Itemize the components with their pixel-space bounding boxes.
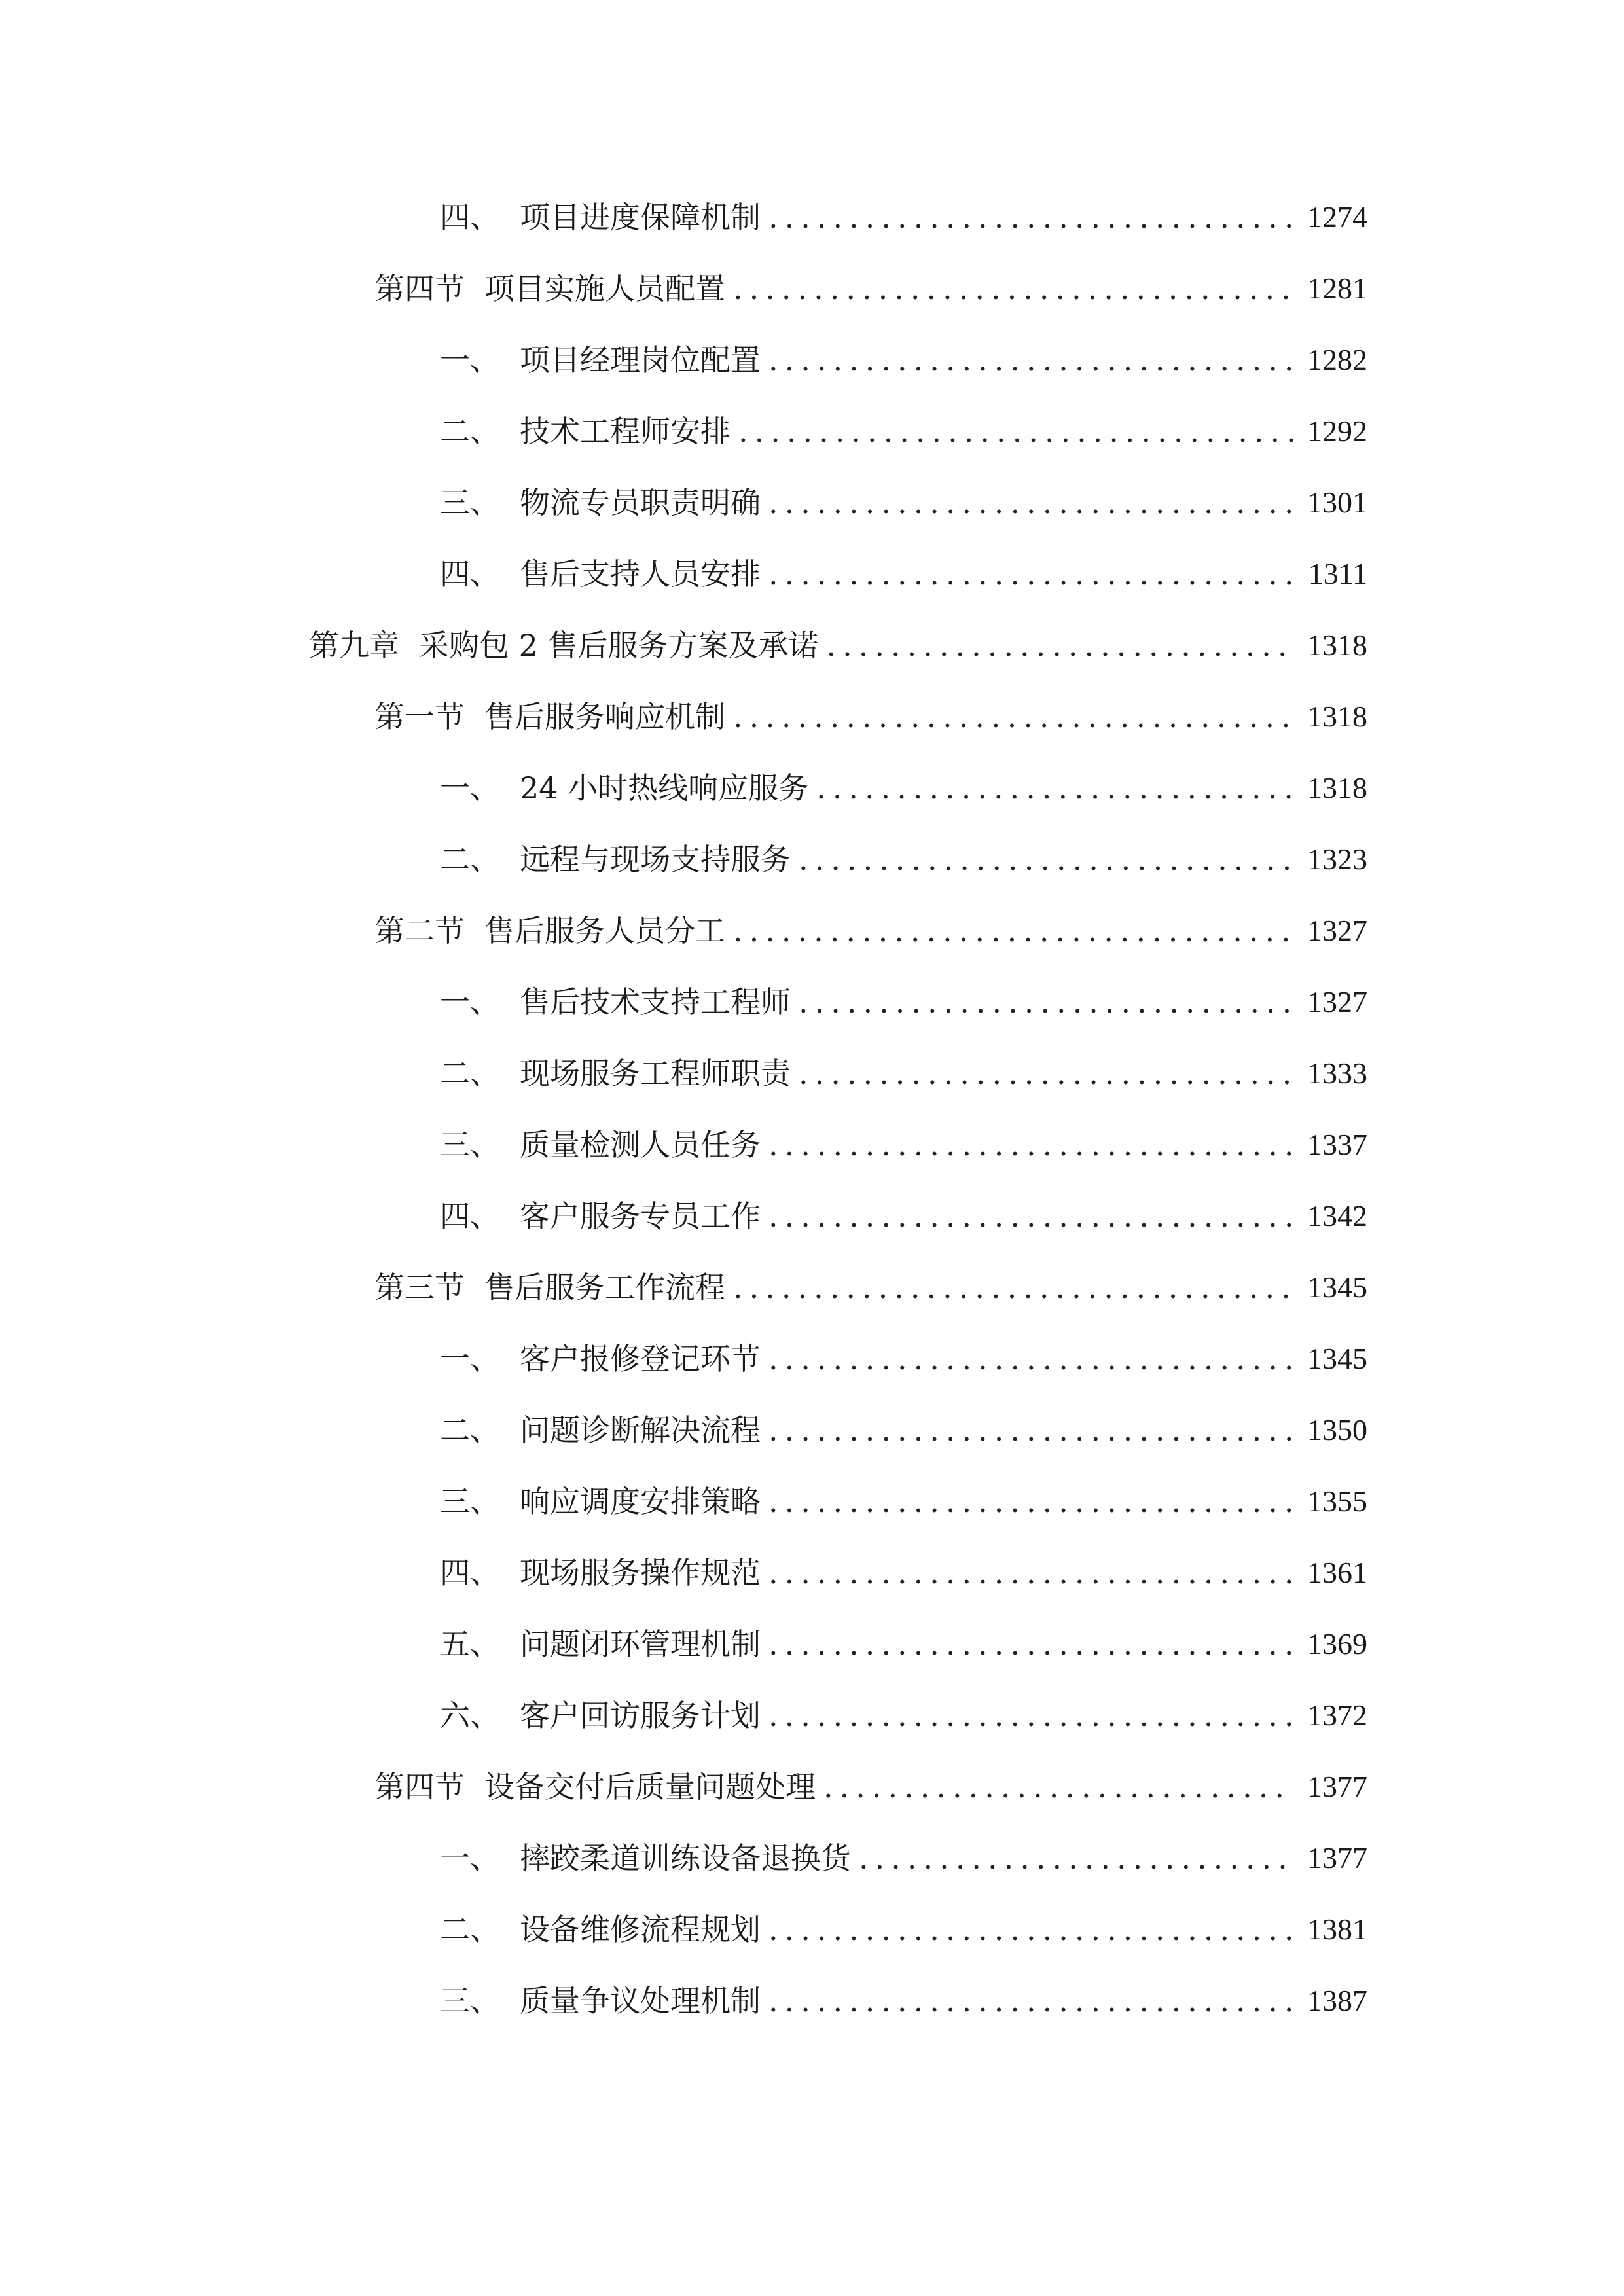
toc-entry[interactable] — [440, 836, 1367, 882]
toc-entry-title: 物流专员职责明确 — [520, 485, 761, 520]
toc-leader-dots — [738, 408, 1293, 454]
toc-leader-dots — [768, 1479, 1293, 1524]
toc-entry-number: 四、 — [440, 1555, 500, 1590]
toc-entry-title: 质量检测人员任务 — [520, 1127, 761, 1162]
toc-leader-dots — [816, 765, 1293, 811]
toc-entry-title: 质量争议处理机制 — [520, 1983, 761, 2018]
toc-entry-title: 客户报修登记环节 — [520, 1341, 761, 1376]
toc-entry-page: 1350 — [1307, 1413, 1367, 1446]
toc-entry-title: 技术工程师安排 — [520, 414, 731, 449]
toc-entry-title: 设备交付后质量问题处理 — [484, 1769, 816, 1804]
toc-leader-dots — [768, 551, 1294, 597]
toc-leader-dots — [768, 194, 1293, 240]
toc-entry[interactable] — [440, 1693, 1367, 1738]
toc-entry[interactable] — [374, 1265, 1367, 1310]
toc-entry-page: 1292 — [1307, 414, 1367, 448]
toc-entry[interactable] — [440, 194, 1367, 240]
toc-entry[interactable] — [440, 337, 1367, 383]
toc-entry-number: 三、 — [440, 1127, 500, 1162]
toc-leader-dots — [768, 1336, 1293, 1382]
toc-entry[interactable] — [374, 694, 1367, 740]
toc-entry-number: 一、 — [440, 1840, 500, 1876]
toc-entry-page: 1345 — [1307, 1270, 1367, 1304]
toc-entry[interactable] — [440, 1978, 1367, 2024]
toc-entry-number: 五、 — [440, 1626, 500, 1662]
toc-entry-page: 1361 — [1307, 1556, 1367, 1589]
toc-leader-dots — [733, 694, 1293, 740]
toc-entry[interactable] — [440, 1193, 1367, 1239]
toc-entry-title: 现场服务工程师职责 — [520, 1056, 791, 1091]
toc-entry-number: 二、 — [440, 1912, 500, 1947]
toc-entry-number: 二、 — [440, 414, 500, 449]
toc-entry-page: 1318 — [1307, 628, 1367, 662]
toc-entry-page: 1337 — [1307, 1128, 1367, 1161]
toc-leader-dots — [768, 1693, 1293, 1738]
toc-entry[interactable] — [374, 908, 1367, 954]
toc-entry-title: 售后服务工作流程 — [484, 1270, 725, 1305]
toc-entry-title: 问题诊断解决流程 — [520, 1412, 761, 1448]
toc-entry-number: 第一节 — [374, 699, 465, 734]
toc-leader-dots — [768, 1193, 1293, 1239]
toc-entry[interactable] — [440, 551, 1367, 597]
toc-entry-page: 1387 — [1307, 1984, 1367, 2017]
toc-entry-page: 1377 — [1307, 1841, 1367, 1874]
toc-entry-number: 四、 — [440, 556, 500, 592]
toc-entry[interactable] — [440, 1550, 1367, 1596]
toc-entry-title: 采购包 2 售后服务方案及承诺 — [419, 628, 819, 663]
toc-entry-page: 1345 — [1307, 1342, 1367, 1375]
toc-entry-page: 1377 — [1307, 1770, 1367, 1803]
toc-leader-dots — [768, 1907, 1293, 1952]
toc-leader-dots — [768, 1550, 1293, 1596]
toc-entry-title: 远程与现场支持服务 — [520, 842, 791, 877]
toc-entry-page: 1381 — [1307, 1912, 1367, 1946]
toc-leader-dots — [768, 1621, 1293, 1667]
toc-entry[interactable] — [440, 1621, 1367, 1667]
toc-entry-page: 1333 — [1307, 1056, 1367, 1090]
toc-entry-number: 第三节 — [374, 1270, 465, 1305]
toc-entry-title: 项目实施人员配置 — [484, 271, 725, 306]
toc-entry[interactable] — [374, 1764, 1367, 1810]
toc-entry-page: 1274 — [1307, 200, 1367, 234]
toc-entry-title: 摔跤柔道训练设备退换货 — [520, 1840, 851, 1876]
toc-entry-number: 三、 — [440, 485, 500, 520]
toc-entry-page: 1301 — [1307, 486, 1367, 519]
toc-entry-page: 1318 — [1307, 700, 1367, 733]
toc-leader-dots — [827, 622, 1293, 668]
toc-entry-page: 1311 — [1308, 557, 1367, 590]
toc-entry-title: 项目进度保障机制 — [520, 200, 761, 235]
toc-entry-number: 二、 — [440, 1056, 500, 1091]
toc-entry-title: 售后服务响应机制 — [484, 699, 725, 734]
toc-leader-dots — [733, 266, 1293, 312]
toc-entry-title: 售后支持人员安排 — [520, 556, 761, 592]
toc-entry[interactable] — [440, 1050, 1367, 1096]
toc-entry-page: 1342 — [1307, 1199, 1367, 1232]
toc-entry-page: 1355 — [1307, 1484, 1367, 1518]
toc-entry-number: 一、 — [440, 984, 500, 1020]
toc-entry-page: 1282 — [1307, 343, 1367, 376]
toc-leader-dots — [733, 1265, 1293, 1310]
toc-entry-title: 24 小时热线响应服务 — [520, 770, 809, 806]
toc-entry-number: 三、 — [440, 1484, 500, 1519]
toc-entry-title: 客户服务专员工作 — [520, 1198, 761, 1234]
toc-entry-page: 1369 — [1307, 1627, 1367, 1660]
toc-entry-number: 第四节 — [374, 271, 465, 306]
toc-entry-page: 1281 — [1307, 272, 1367, 305]
toc-entry[interactable] — [309, 622, 1367, 668]
toc-leader-dots — [768, 1407, 1293, 1453]
toc-entry[interactable] — [440, 765, 1367, 811]
toc-entry-number: 二、 — [440, 1412, 500, 1448]
toc-leader-dots — [859, 1835, 1293, 1881]
toc-entry-number: 四、 — [440, 1198, 500, 1234]
toc-entry-title: 项目经理岗位配置 — [520, 342, 761, 378]
toc-entry-page: 1372 — [1307, 1698, 1367, 1732]
toc-entry-title: 设备维修流程规划 — [520, 1912, 761, 1947]
toc-entry-title: 问题闭环管理机制 — [520, 1626, 761, 1662]
toc-entry[interactable] — [440, 1122, 1367, 1168]
toc-entry[interactable] — [440, 408, 1367, 454]
toc-entry[interactable] — [440, 979, 1367, 1025]
toc-entry[interactable] — [440, 480, 1367, 526]
toc-entry-number: 第九章 — [309, 628, 399, 663]
toc-entry-number: 一、 — [440, 1341, 500, 1376]
toc-entry-page: 1323 — [1307, 842, 1367, 876]
toc-entry[interactable] — [440, 1407, 1367, 1453]
toc-leader-dots — [799, 1050, 1293, 1096]
toc-entry-title: 售后技术支持工程师 — [520, 984, 791, 1020]
toc-entry-number: 一、 — [440, 770, 500, 806]
toc-entry-number: 二、 — [440, 842, 500, 877]
toc-leader-dots — [799, 836, 1293, 882]
toc-entry-page: 1318 — [1307, 771, 1367, 804]
toc-entry[interactable] — [440, 1336, 1367, 1382]
toc-entry-number: 四、 — [440, 200, 500, 235]
toc-entry-number: 第四节 — [374, 1769, 465, 1804]
toc-leader-dots — [733, 908, 1293, 954]
toc-leader-dots — [799, 979, 1293, 1025]
toc-entry-number: 第二节 — [374, 913, 465, 948]
toc-entry[interactable] — [440, 1907, 1367, 1952]
toc-leader-dots — [768, 480, 1293, 526]
toc-entry-number: 六、 — [440, 1698, 500, 1733]
toc-entry-title: 响应调度安排策略 — [520, 1484, 761, 1519]
toc-entry[interactable] — [374, 266, 1367, 312]
toc-entry-number: 一、 — [440, 342, 500, 378]
toc-entry-number: 三、 — [440, 1983, 500, 2018]
toc-entry-title: 客户回访服务计划 — [520, 1698, 761, 1733]
toc-entry[interactable] — [440, 1479, 1367, 1524]
toc-entry-title: 现场服务操作规范 — [520, 1555, 761, 1590]
toc-leader-dots — [768, 337, 1293, 383]
toc-leader-dots — [768, 1978, 1293, 2024]
toc-entry-title: 售后服务人员分工 — [484, 913, 725, 948]
toc-entry[interactable] — [440, 1835, 1367, 1881]
toc-leader-dots — [823, 1764, 1293, 1810]
toc-entry-page: 1327 — [1307, 985, 1367, 1018]
toc-leader-dots — [768, 1122, 1293, 1168]
toc-entry-page: 1327 — [1307, 914, 1367, 947]
